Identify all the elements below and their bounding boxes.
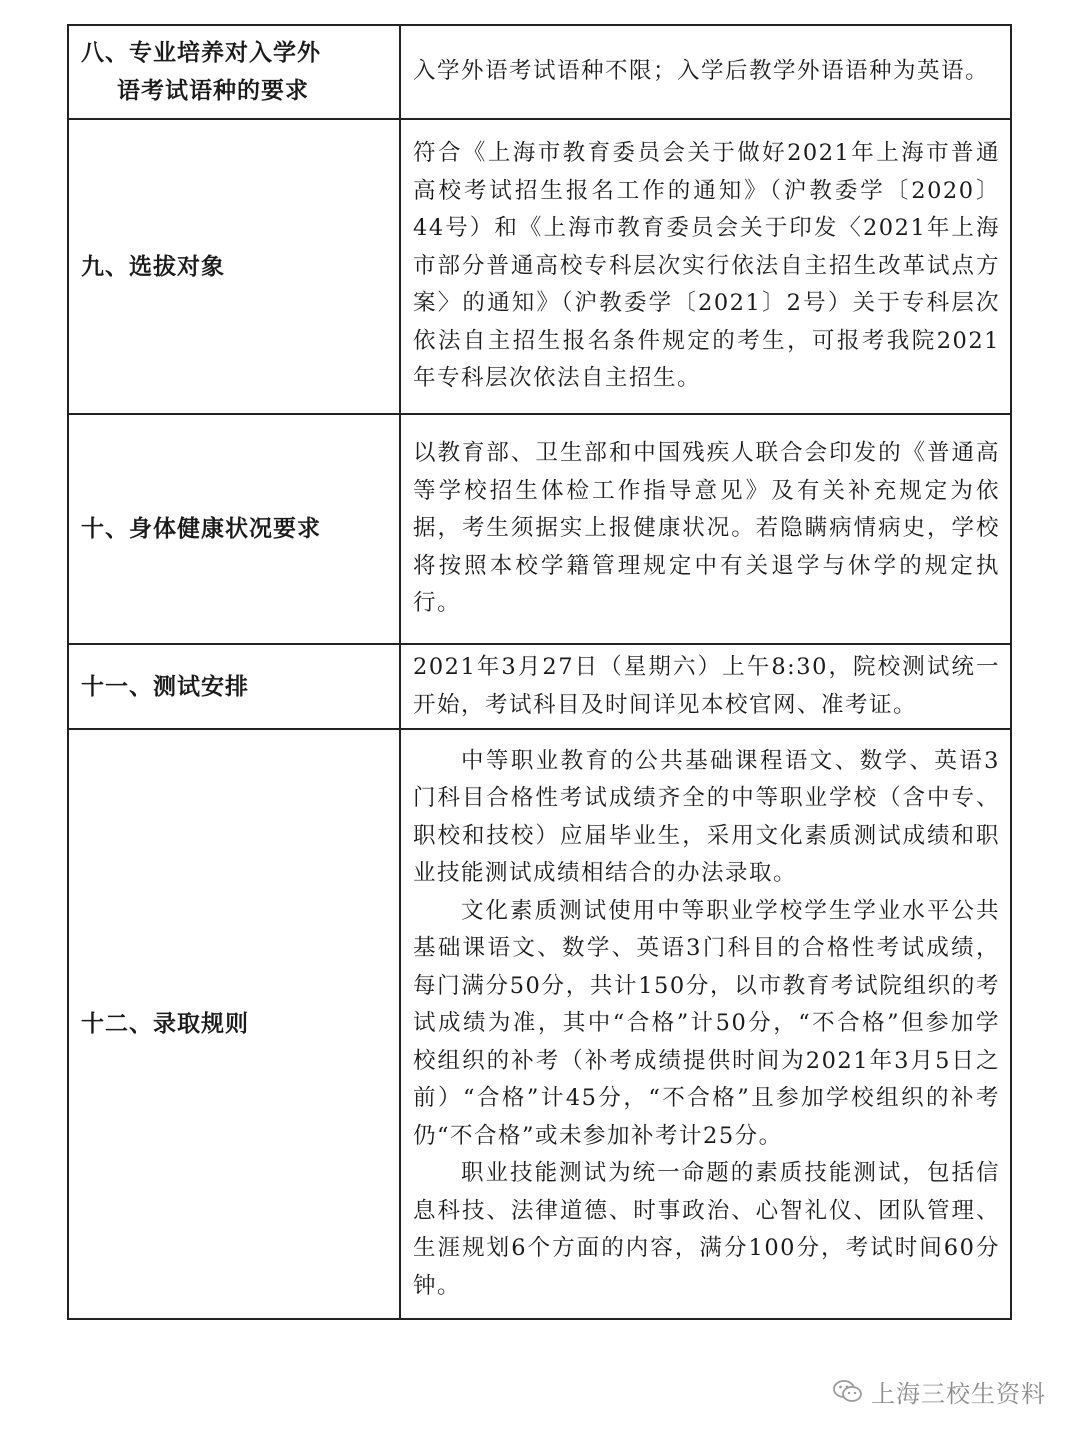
row-content <box>400 729 1011 1319</box>
label-line-2: 语考试语种的要求 <box>117 78 309 104</box>
admission-info-table <box>67 24 1012 1320</box>
row-content: 符合《上海市教育委员会关于做好2021年上海市普通高校考试招生报名工作的通知》（沪教委学〔2020〕44号）和《上海市教育委员会关于印发〈2021年上海市部分普通高校专科层次实行依法自主招生改革试点方案〉的通知》（沪教委学〔2021〕2号）关于专科层次依法自主招生报名条件规定的考生，可报考我院2021年专科层次依法自主招生。 <box>400 119 1011 414</box>
table-row <box>68 25 1011 119</box>
rule-paragraph-1: 中等职业教育的公共基础课程语文、数学、英语3门科目合格性考试成绩齐全的中等职业学校（含中专、职校和技校）应届毕业生，采用文化素质测试成绩和职业技能测试成绩相结合的办法录取。 <box>413 747 1000 887</box>
table-row <box>68 729 1011 1319</box>
row-label: 十二、录取规则 <box>68 729 400 1319</box>
row-content: 2021年3月27日（星期六）上午8:30，院校测试统一开始，考试科目及时间详见本校官网、准考证。 <box>400 644 1011 729</box>
watermark <box>833 1374 1046 1409</box>
watermark-text: 上海三校生资料 <box>871 1380 1046 1408</box>
rule-paragraph-3: 职业技能测试为统一命题的素质技能测试，包括信息科技、法律道德、时事政治、心智礼仪、团队管理、生涯规划6个方面的内容，满分100分，考试时间60分钟。 <box>413 1160 1000 1299</box>
row-content: 以教育部、卫生部和中国残疾人联合会印发的《普通高等学校招生体检工作指导意见》及有关补充规定为依据，考生须据实上报健康状况。若隐瞒病情病史，学校将按照本校学籍管理规定中有关退学与休学的规定执行。 <box>400 414 1011 644</box>
row-label: 十一、测试安排 <box>68 644 400 729</box>
table-row <box>68 119 1011 414</box>
row-label: 十、身体健康状况要求 <box>68 414 400 644</box>
wechat-icon <box>833 1379 863 1405</box>
row-label <box>68 25 400 119</box>
row-label: 九、选拔对象 <box>68 119 400 414</box>
table-row <box>68 414 1011 644</box>
label-line-1: 八、专业培养对入学外 <box>81 40 321 66</box>
row-content: 入学外语考试语种不限；入学后教学外语语种为英语。 <box>400 25 1011 119</box>
table-row <box>68 644 1011 729</box>
rule-paragraph-2: 文化素质测试使用中等职业学校学生学业水平公共基础课语文、数学、英语3门科目的合格性考试成绩，每门满分50分，共计150分，以市教育考试院组织的考试成绩为准，其中“合格”计50分，“不合格”但参加学校组织的补考（补考成绩提供时间为2021年3月5日之前）“合格”计45分，“不合格”且参加学校组织的补考仍“不合格”或未参加补考计25分。 <box>413 897 1000 1149</box>
